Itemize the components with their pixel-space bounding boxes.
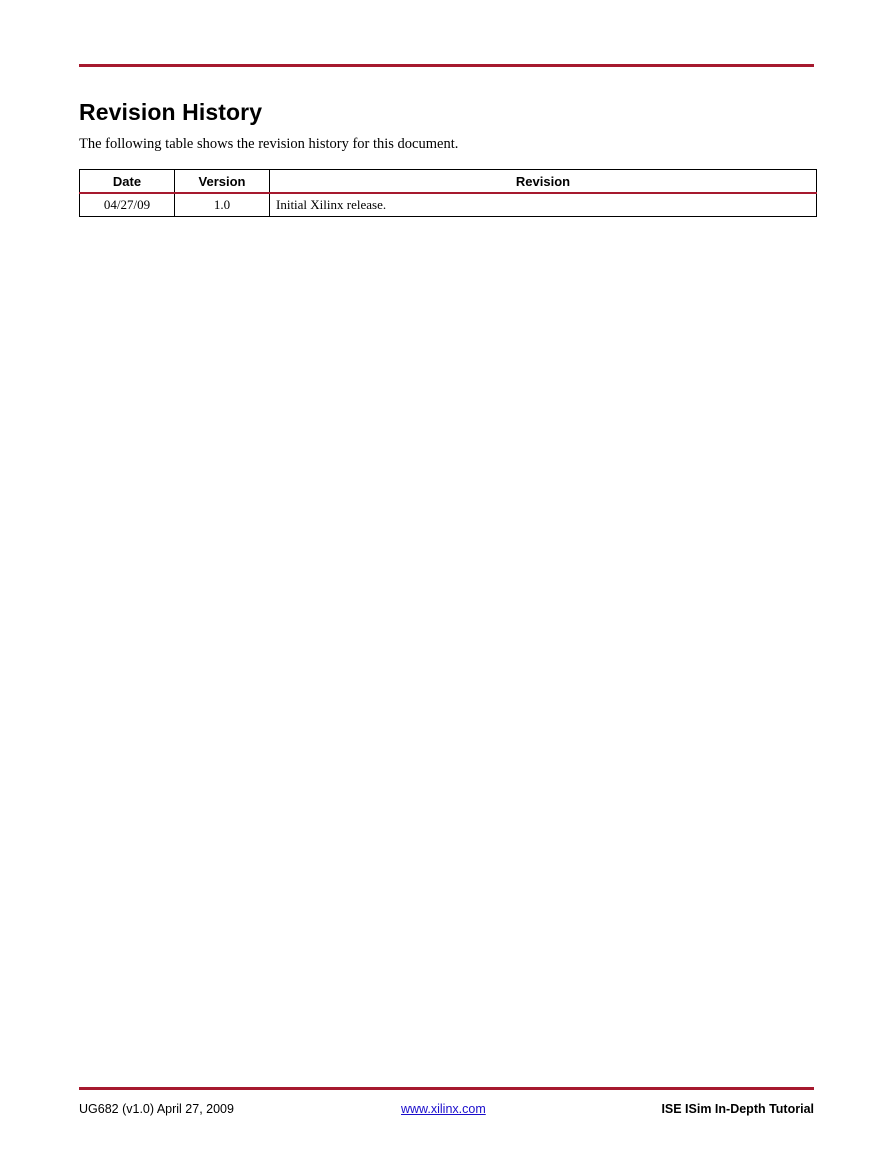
column-header-version: Version: [175, 170, 270, 194]
footer-rule: [79, 1087, 814, 1090]
table-header-row: [80, 170, 817, 194]
revision-table: [79, 169, 817, 217]
cell-revision: Initial Xilinx release.: [270, 193, 817, 217]
table-row: [80, 193, 817, 217]
column-header-revision: Revision: [270, 170, 817, 194]
page-title: Revision History: [79, 99, 263, 125]
cell-version: 1.0: [175, 193, 270, 217]
header-rule: [79, 64, 814, 67]
page-footer: [79, 1100, 814, 1118]
footer-doc-id: UG682 (v1.0) April 27, 2009: [79, 1102, 234, 1116]
column-header-date: Date: [80, 170, 175, 194]
cell-date: 04/27/09: [80, 193, 175, 217]
intro-text: The following table shows the revision history for this document.: [79, 136, 459, 152]
footer-doc-title: ISE ISim In-Depth Tutorial: [661, 1102, 814, 1116]
footer-website-link[interactable]: www.xilinx.com: [401, 1102, 486, 1116]
